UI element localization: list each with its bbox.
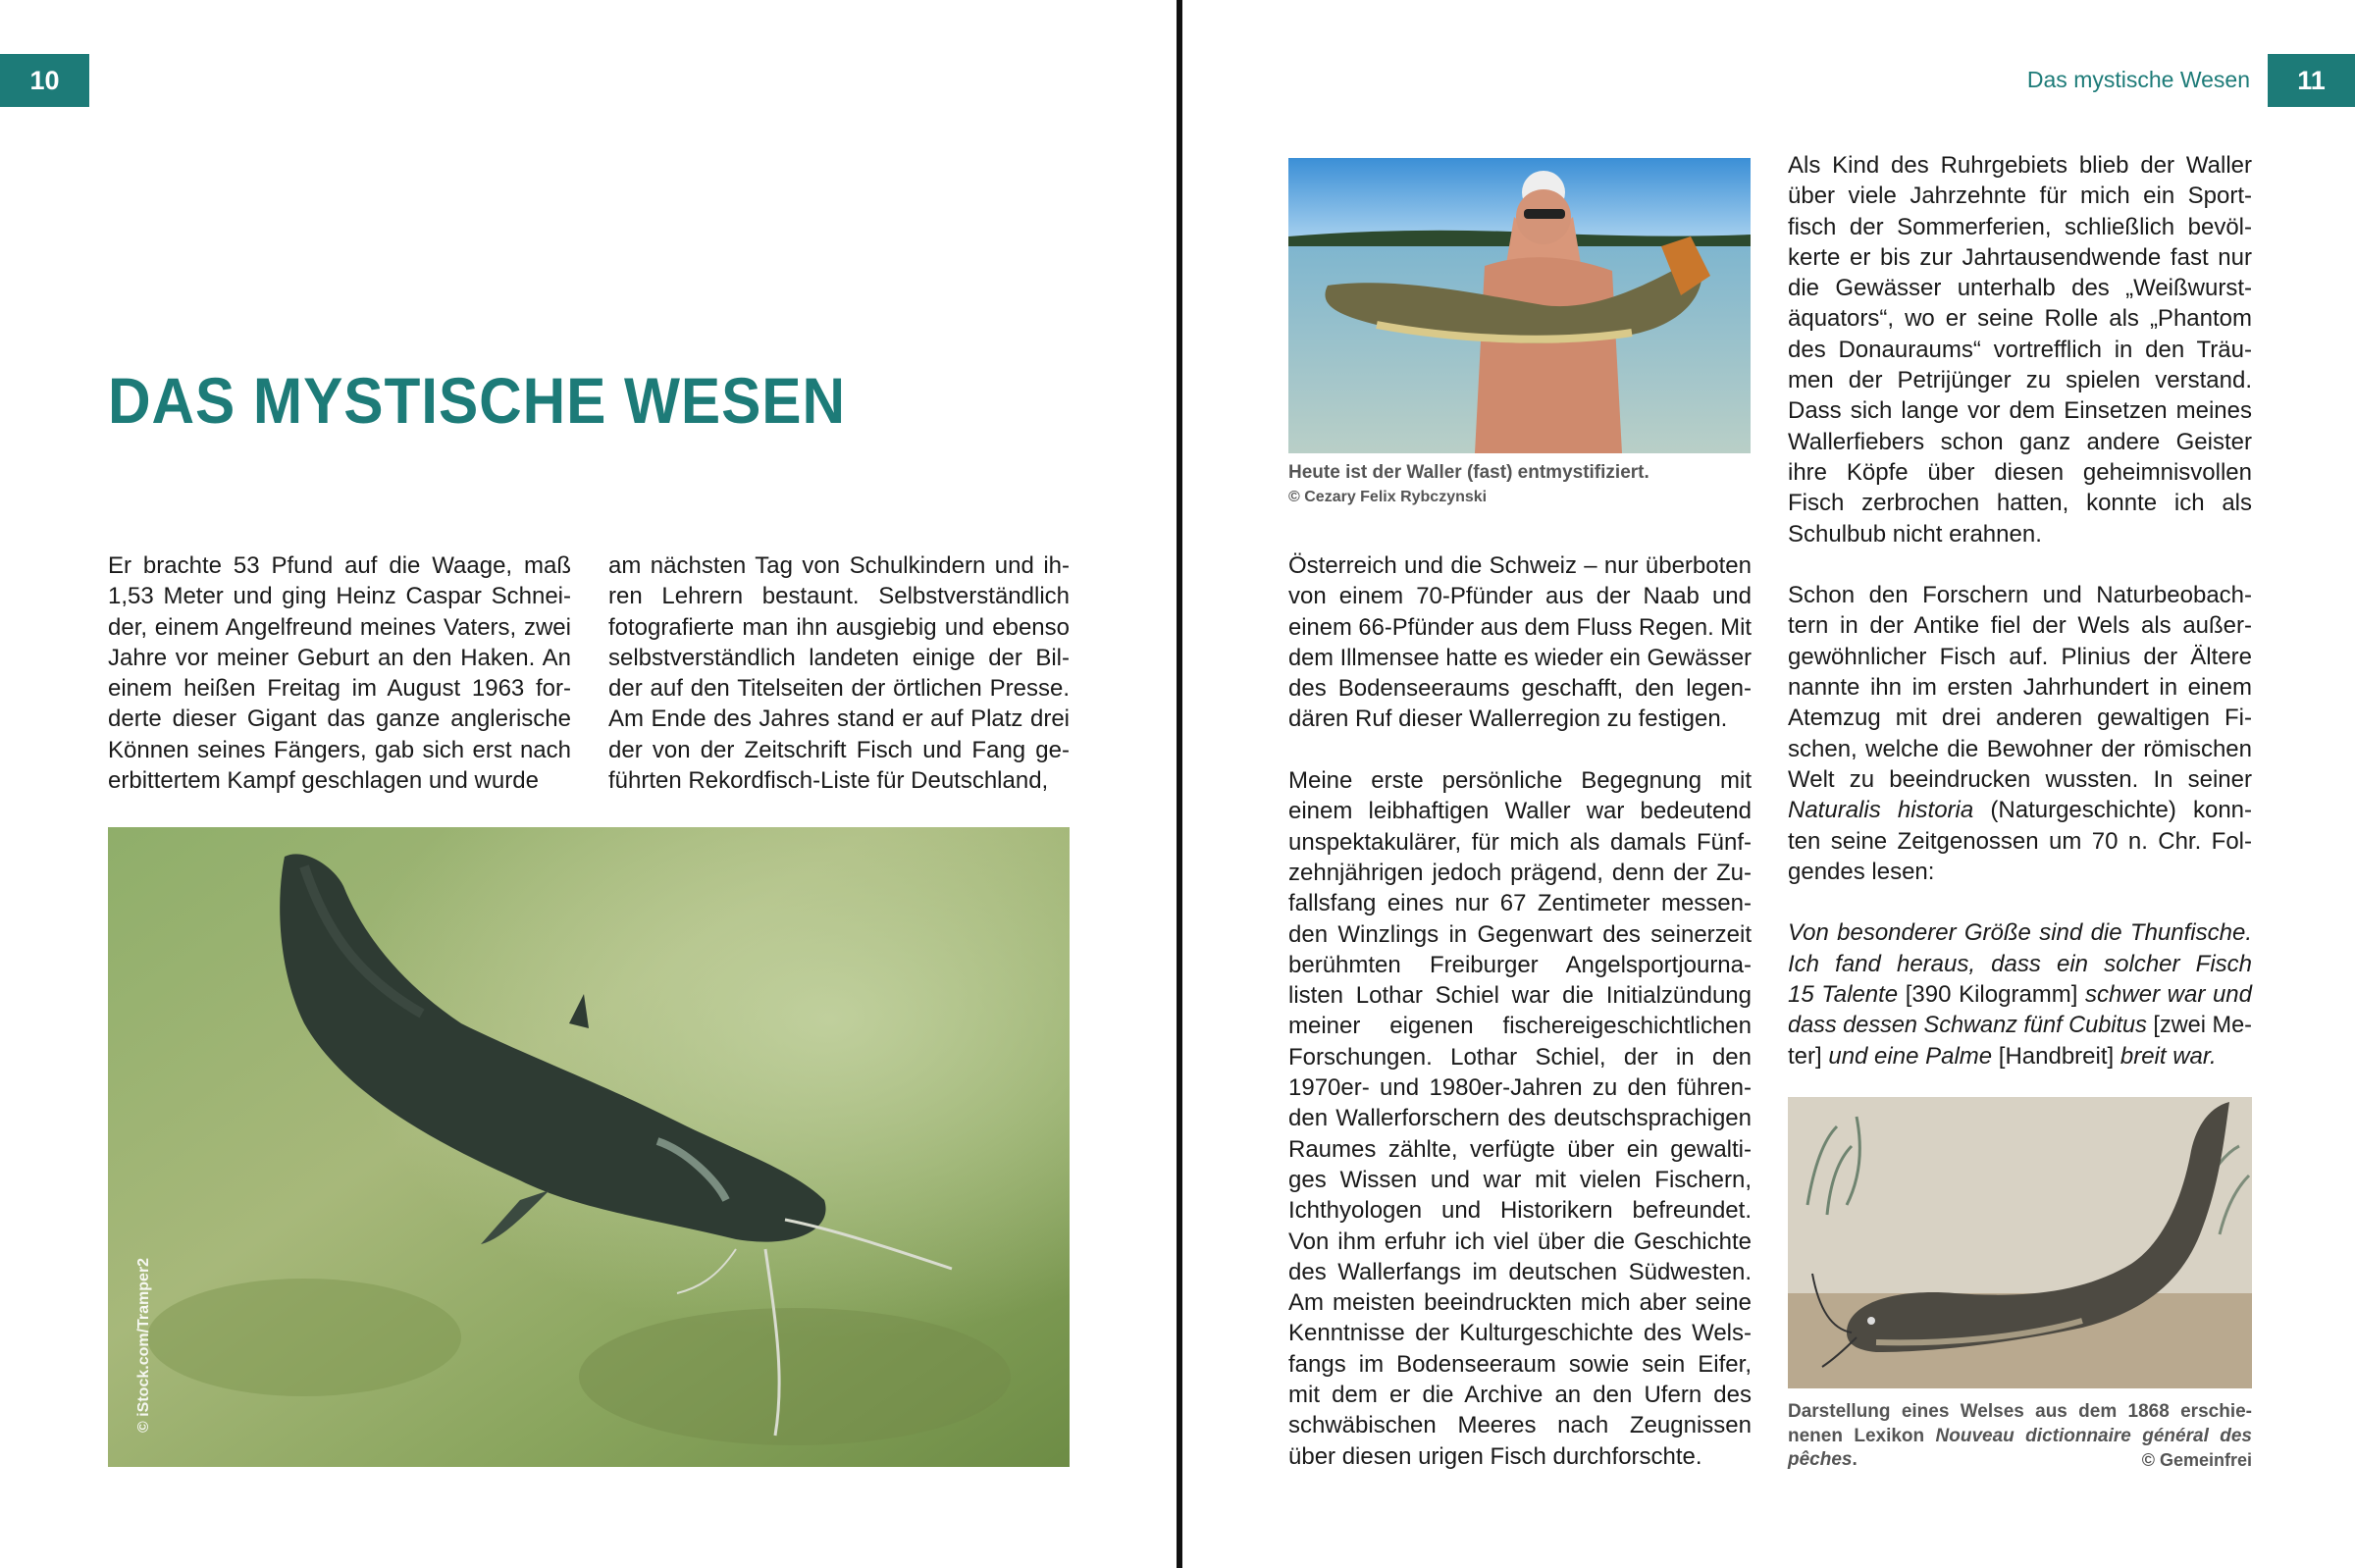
catfish-underwater-photo bbox=[108, 827, 1070, 1467]
text-line bbox=[1288, 1410, 1752, 1440]
text-line bbox=[1788, 427, 2252, 457]
text-line-content: den Wallerforschern des deutschsprachigen bbox=[1288, 1105, 1752, 1132]
text-line-content bbox=[1788, 949, 2252, 979]
text-line-content: des Donauraums“ vortrefflich in den Träu- bbox=[1788, 336, 2252, 363]
text-line-content: schwäbischen Meeres nach Zeugnissen bbox=[1288, 1412, 1752, 1439]
text-line bbox=[1288, 919, 1752, 950]
text-line bbox=[608, 612, 1070, 643]
page-gutter-divider bbox=[1177, 0, 1182, 1568]
text-line-content: fangs im Bodenseeraum sowie sein Eifer, bbox=[1288, 1350, 1752, 1378]
text-line-content: gendes lesen: bbox=[1788, 858, 1935, 885]
italic-text: Von besonderer Größe sind die Thunfische. bbox=[1788, 919, 2252, 947]
paragraph bbox=[608, 550, 1070, 796]
text-line bbox=[1788, 488, 2252, 518]
text-line-content: Er brachte 53 Pfund auf die Waage, maß bbox=[108, 552, 571, 579]
text-line-content: Österreich und die Schweiz – nur überboten bbox=[1288, 552, 1752, 579]
text-segment: [zwei Me- bbox=[2146, 1012, 2252, 1039]
text-line-content bbox=[1788, 917, 2252, 948]
text-line bbox=[608, 581, 1070, 611]
text-line bbox=[1788, 335, 2252, 365]
text-line-content: Forschungen. Lothar Schiel, der in den bbox=[1288, 1043, 1752, 1071]
text-line-content: dem Illmensee hatte es wieder ein Gewässer bbox=[1288, 644, 1752, 671]
text-line-content: Atemzug mit drei anderen gewaltigen Fi- bbox=[1788, 705, 2252, 732]
text-segment: [Handbreit] bbox=[1992, 1042, 2120, 1070]
text-line-content: listen Lothar Schiel war die Initialzündung bbox=[1288, 982, 1752, 1010]
text-line bbox=[1288, 1165, 1752, 1195]
italic-text: dass dessen Schwanz fünf Cubitus bbox=[1788, 1012, 2147, 1039]
text-line-content: Von ihm erfuhr ich viel über die Geschichte bbox=[1288, 1228, 1752, 1255]
text-line-content: Meine erste persönliche Begegnung mit bbox=[1288, 767, 1752, 795]
text-line bbox=[1288, 1441, 1752, 1472]
text-line-content: zehnjährigen jedoch prägend, denn der Zu- bbox=[1288, 859, 1752, 886]
text-line bbox=[1788, 826, 2252, 857]
italic-text: schwer war und bbox=[2085, 981, 2252, 1009]
text-line-content: gewöhnlicher Fisch auf. Plinius der Ältere bbox=[1788, 643, 2252, 670]
running-head: Das mystische Wesen bbox=[2026, 67, 2250, 92]
text-line-content: der, einem Angelfreund meines Vaters, zwei bbox=[108, 613, 571, 641]
text-line-content: 1970er- und 1980er-Jahren zu den führen- bbox=[1288, 1074, 1752, 1102]
text-line bbox=[1788, 273, 2252, 303]
text-line-content: Darstellung eines Welses aus dem 1868 erschie- bbox=[1788, 1401, 2252, 1422]
photo-credit: © Cezary Felix Rybczynski bbox=[1288, 489, 1488, 505]
text-line-content: Heute ist der Waller (fast) entmystifiziert. bbox=[1288, 462, 1649, 483]
text-line bbox=[1288, 1380, 1752, 1410]
text-line-content: einem leibhaftigen Waller war bedeutend bbox=[1288, 798, 1752, 825]
text-line-content: über viele Jahrzehnte für mich ein Sport- bbox=[1788, 183, 2252, 210]
text-line-content: den Winzlings in Gegenwart des seinerzeit bbox=[1288, 920, 1752, 948]
text-line bbox=[608, 704, 1070, 734]
text-line bbox=[1788, 857, 2252, 887]
text-line bbox=[1788, 979, 2252, 1010]
text-line bbox=[1288, 1072, 1752, 1103]
text-line bbox=[1788, 181, 2252, 211]
text-line-content: Ichthyologen und Historikern befreundet. bbox=[1288, 1197, 1752, 1225]
text-line bbox=[1788, 580, 2252, 610]
left-text-column-2 bbox=[608, 550, 1070, 827]
italic-text: pêches bbox=[1788, 1449, 1853, 1470]
text-line bbox=[1288, 950, 1752, 980]
italic-text: 15 Talente bbox=[1788, 981, 1899, 1009]
text-line bbox=[1788, 1400, 2252, 1425]
text-line-content: Jahre vor meiner Geburt an den Haken. An bbox=[108, 644, 571, 671]
text-line bbox=[1288, 888, 1752, 918]
text-line bbox=[1788, 365, 2252, 395]
italic-text: breit war. bbox=[2120, 1042, 2217, 1070]
text-line bbox=[1788, 642, 2252, 672]
paragraph bbox=[1788, 580, 2252, 887]
text-line bbox=[1788, 1041, 2252, 1071]
text-line-content: fotografierte man ihn ausgiebig und ebenso bbox=[608, 613, 1070, 641]
text-segment: [390 Kilogramm] bbox=[1898, 981, 2086, 1009]
text-line-content: Welt zu beeindrucken wussten. In seiner bbox=[1788, 765, 2252, 793]
left-text-column-1 bbox=[108, 550, 571, 827]
text-line bbox=[1788, 1425, 2252, 1449]
text-line-content: Am Ende des Jahres stand er auf Platz drei bbox=[608, 706, 1070, 733]
paragraph bbox=[1288, 461, 1759, 486]
text-line-content: Am meisten beeindruckten mich aber seine bbox=[1288, 1289, 1752, 1317]
text-line bbox=[1288, 1349, 1752, 1380]
text-line bbox=[1288, 643, 1752, 673]
text-line-content bbox=[1788, 979, 2252, 1010]
paragraph bbox=[108, 550, 571, 796]
text-line bbox=[1288, 461, 1759, 486]
text-line-content bbox=[1788, 1010, 2252, 1040]
text-line bbox=[108, 673, 571, 704]
text-line-content: über diesen urigen Fisch durchforschte. bbox=[1288, 1442, 1702, 1470]
text-segment: . bbox=[1852, 1449, 1858, 1470]
text-line bbox=[1788, 212, 2252, 242]
chapter-title: DAS MYSTISCHE WESEN bbox=[108, 364, 846, 437]
text-line bbox=[1788, 949, 2252, 979]
illustration-credit: © Gemeinfrei bbox=[2141, 1450, 2252, 1470]
text-line-content: des Bodenseeraums geschafft, den legen- bbox=[1288, 675, 1752, 703]
text-line-content: Kenntnisse der Kulturgeschichte des Wels- bbox=[1288, 1320, 1752, 1347]
text-line-content: mit dem er die Archive an den Ufern des bbox=[1288, 1382, 1752, 1409]
text-line bbox=[1288, 1227, 1752, 1257]
text-line bbox=[1788, 672, 2252, 703]
text-line-content: der auf den Titelseiten der örtlichen Presse. bbox=[608, 675, 1070, 703]
text-line-content: einem heißen Freitag im August 1963 for- bbox=[108, 675, 571, 703]
text-line bbox=[1288, 1318, 1752, 1348]
text-line bbox=[1288, 1134, 1752, 1165]
italic-text: Nouveau dictionnaire général des bbox=[1935, 1425, 2252, 1446]
text-line bbox=[1288, 980, 1752, 1011]
page-number-right: 11 bbox=[2268, 54, 2355, 107]
text-line bbox=[1288, 581, 1752, 611]
paragraph bbox=[1288, 765, 1752, 1472]
text-line-content: Können seines Fängers, gab sich erst nach bbox=[108, 736, 571, 763]
text-line bbox=[608, 550, 1070, 581]
text-line bbox=[608, 765, 1070, 796]
text-line bbox=[1788, 519, 2252, 549]
text-line-content: tern in der Antike fiel der Wels als außer- bbox=[1788, 612, 2252, 640]
text-line-content bbox=[1788, 1448, 1858, 1473]
text-line-content: ren Lehrern bestaunt. Selbstverständlich bbox=[608, 583, 1070, 610]
text-line bbox=[1288, 550, 1752, 581]
text-line bbox=[108, 581, 571, 611]
text-line-content: Schulbub nicht erahnen. bbox=[1788, 520, 2042, 548]
text-line-content bbox=[1788, 1425, 2252, 1449]
text-line-content: selbstverständlich landeten einige der Bil- bbox=[608, 644, 1070, 671]
text-line bbox=[1788, 395, 2252, 426]
text-line-content: äquators“, wo er seine Rolle als „Phantom bbox=[1788, 305, 2252, 333]
text-line bbox=[1788, 1010, 2252, 1040]
text-line-content bbox=[1788, 1041, 2217, 1071]
text-line bbox=[1788, 917, 2252, 948]
text-line bbox=[1288, 1257, 1752, 1287]
text-line-content: Wallerfiebers schon ganz andere Geister bbox=[1788, 428, 2252, 455]
text-line bbox=[1288, 1103, 1752, 1133]
text-line bbox=[108, 765, 571, 796]
text-line-content: einem 66-Pfünder aus dem Fluss Regen. Mit bbox=[1288, 613, 1752, 641]
photo-credit-vertical: © iStock.com/Tramper2 bbox=[135, 1257, 152, 1433]
catfish-historical-illustration bbox=[1788, 1097, 2252, 1388]
angler-with-catfish-photo bbox=[1288, 158, 1751, 453]
text-line bbox=[1288, 673, 1752, 704]
text-line-content: ten seine Zeitgenossen um 70 n. Chr. Fol- bbox=[1788, 827, 2252, 855]
text-line-content: die Gewässer unterhalb des „Weißwurst- bbox=[1788, 275, 2252, 302]
text-line-content: berühmten Freiburger Angelsportjourna- bbox=[1288, 951, 1752, 978]
right-text-column-2 bbox=[1788, 150, 2252, 1102]
text-line bbox=[108, 643, 571, 673]
text-line bbox=[608, 673, 1070, 704]
text-line-content: derte dieser Gigant das ganze anglerische bbox=[108, 706, 571, 733]
text-line-content: führten Rekordfisch-Liste für Deutschland, bbox=[608, 767, 1049, 795]
text-line-content bbox=[1788, 795, 2252, 825]
text-line bbox=[1288, 1042, 1752, 1072]
text-line bbox=[108, 704, 571, 734]
italic-text: und eine Palme bbox=[1828, 1042, 1993, 1070]
text-line bbox=[1288, 796, 1752, 826]
text-line bbox=[1288, 704, 1752, 734]
text-line-content: ges Wissen und war mit vielen Fischern, bbox=[1288, 1166, 1752, 1193]
text-line-content: ihre Köpfe über diesen geheimnisvollen bbox=[1788, 458, 2252, 486]
text-line-content: unspektakulärer, für mich als damals Fünf- bbox=[1288, 828, 1752, 856]
text-line-content: fisch der Sommerferien, schließlich bevöl- bbox=[1788, 213, 2252, 240]
text-line bbox=[1788, 303, 2252, 334]
text-line bbox=[1788, 703, 2252, 733]
page-number-left: 10 bbox=[0, 54, 89, 107]
paragraph bbox=[1788, 917, 2252, 1071]
text-line-content: des Wallerfangs im deutschen Südwesten. bbox=[1288, 1258, 1752, 1285]
text-line bbox=[108, 735, 571, 765]
text-line bbox=[1288, 858, 1752, 888]
text-line bbox=[1788, 795, 2252, 825]
text-line-content: kerte er bis zur Jahrtausendwende fast nur bbox=[1788, 243, 2252, 271]
paragraph bbox=[1288, 550, 1752, 735]
text-line bbox=[608, 643, 1070, 673]
text-line-content: erbittertem Kampf geschlagen und wurde bbox=[108, 767, 539, 795]
text-line bbox=[1288, 1195, 1752, 1226]
text-line bbox=[1288, 1287, 1752, 1318]
text-line bbox=[1788, 457, 2252, 488]
text-line-content: von einem 70-Pfünder aus der Naab und bbox=[1288, 583, 1752, 610]
text-segment: (Naturgeschichte) konn- bbox=[1973, 797, 2253, 824]
text-line-content: dären Ruf dieser Wallerregion zu festigen. bbox=[1288, 706, 1728, 733]
text-line-content: nannte ihn im ersten Jahrhundert in einem bbox=[1788, 674, 2252, 702]
text-line bbox=[108, 550, 571, 581]
text-segment: ter] bbox=[1788, 1042, 1829, 1070]
text-line bbox=[1788, 734, 2252, 764]
text-line-content: men der Petrijünger zu spielen verstand. bbox=[1788, 367, 2252, 394]
italic-text: Ich fand heraus, dass ein solcher Fisch bbox=[1788, 950, 2252, 977]
text-line bbox=[1288, 765, 1752, 796]
text-line-content: Als Kind des Ruhrgebiets blieb der Waller bbox=[1788, 152, 2252, 179]
text-line-content: 1,53 Meter und ging Heinz Caspar Schnei- bbox=[108, 583, 571, 610]
right-text-column-1 bbox=[1288, 550, 1752, 1502]
text-line-content: der von der Zeitschrift Fisch und Fang ge- bbox=[608, 736, 1070, 763]
text-line bbox=[1788, 242, 2252, 273]
text-line-content: Dass sich lange vor dem Einsetzen meines bbox=[1788, 397, 2252, 425]
text-line-content: meiner eigenen fischereigeschichtlichen bbox=[1288, 1013, 1752, 1040]
text-line-content: Raumes zählte, verfügte über ein gewalti- bbox=[1288, 1135, 1752, 1163]
text-line bbox=[108, 612, 571, 643]
paragraph bbox=[1788, 150, 2252, 549]
text-line bbox=[1288, 612, 1752, 643]
text-line bbox=[1788, 150, 2252, 181]
text-line bbox=[1288, 827, 1752, 858]
text-line-content: Schon den Forschern und Naturbeobach- bbox=[1788, 582, 2252, 609]
text-line bbox=[1788, 764, 2252, 795]
text-line-content: am nächsten Tag von Schulkindern und ih- bbox=[608, 552, 1070, 579]
text-segment: nenen Lexikon bbox=[1788, 1425, 1936, 1446]
text-line bbox=[1788, 610, 2252, 641]
text-line bbox=[608, 735, 1070, 765]
text-line bbox=[1288, 1011, 1752, 1041]
text-line-content: fallsfang eines nur 67 Zentimeter messen- bbox=[1288, 890, 1752, 917]
text-line-content: schen, welche die Bewohner der römischen bbox=[1788, 735, 2252, 762]
italic-text: Naturalis historia bbox=[1788, 797, 1974, 824]
text-line-content: Fisch zerbrochen hatten, konnte ich als bbox=[1788, 490, 2252, 517]
